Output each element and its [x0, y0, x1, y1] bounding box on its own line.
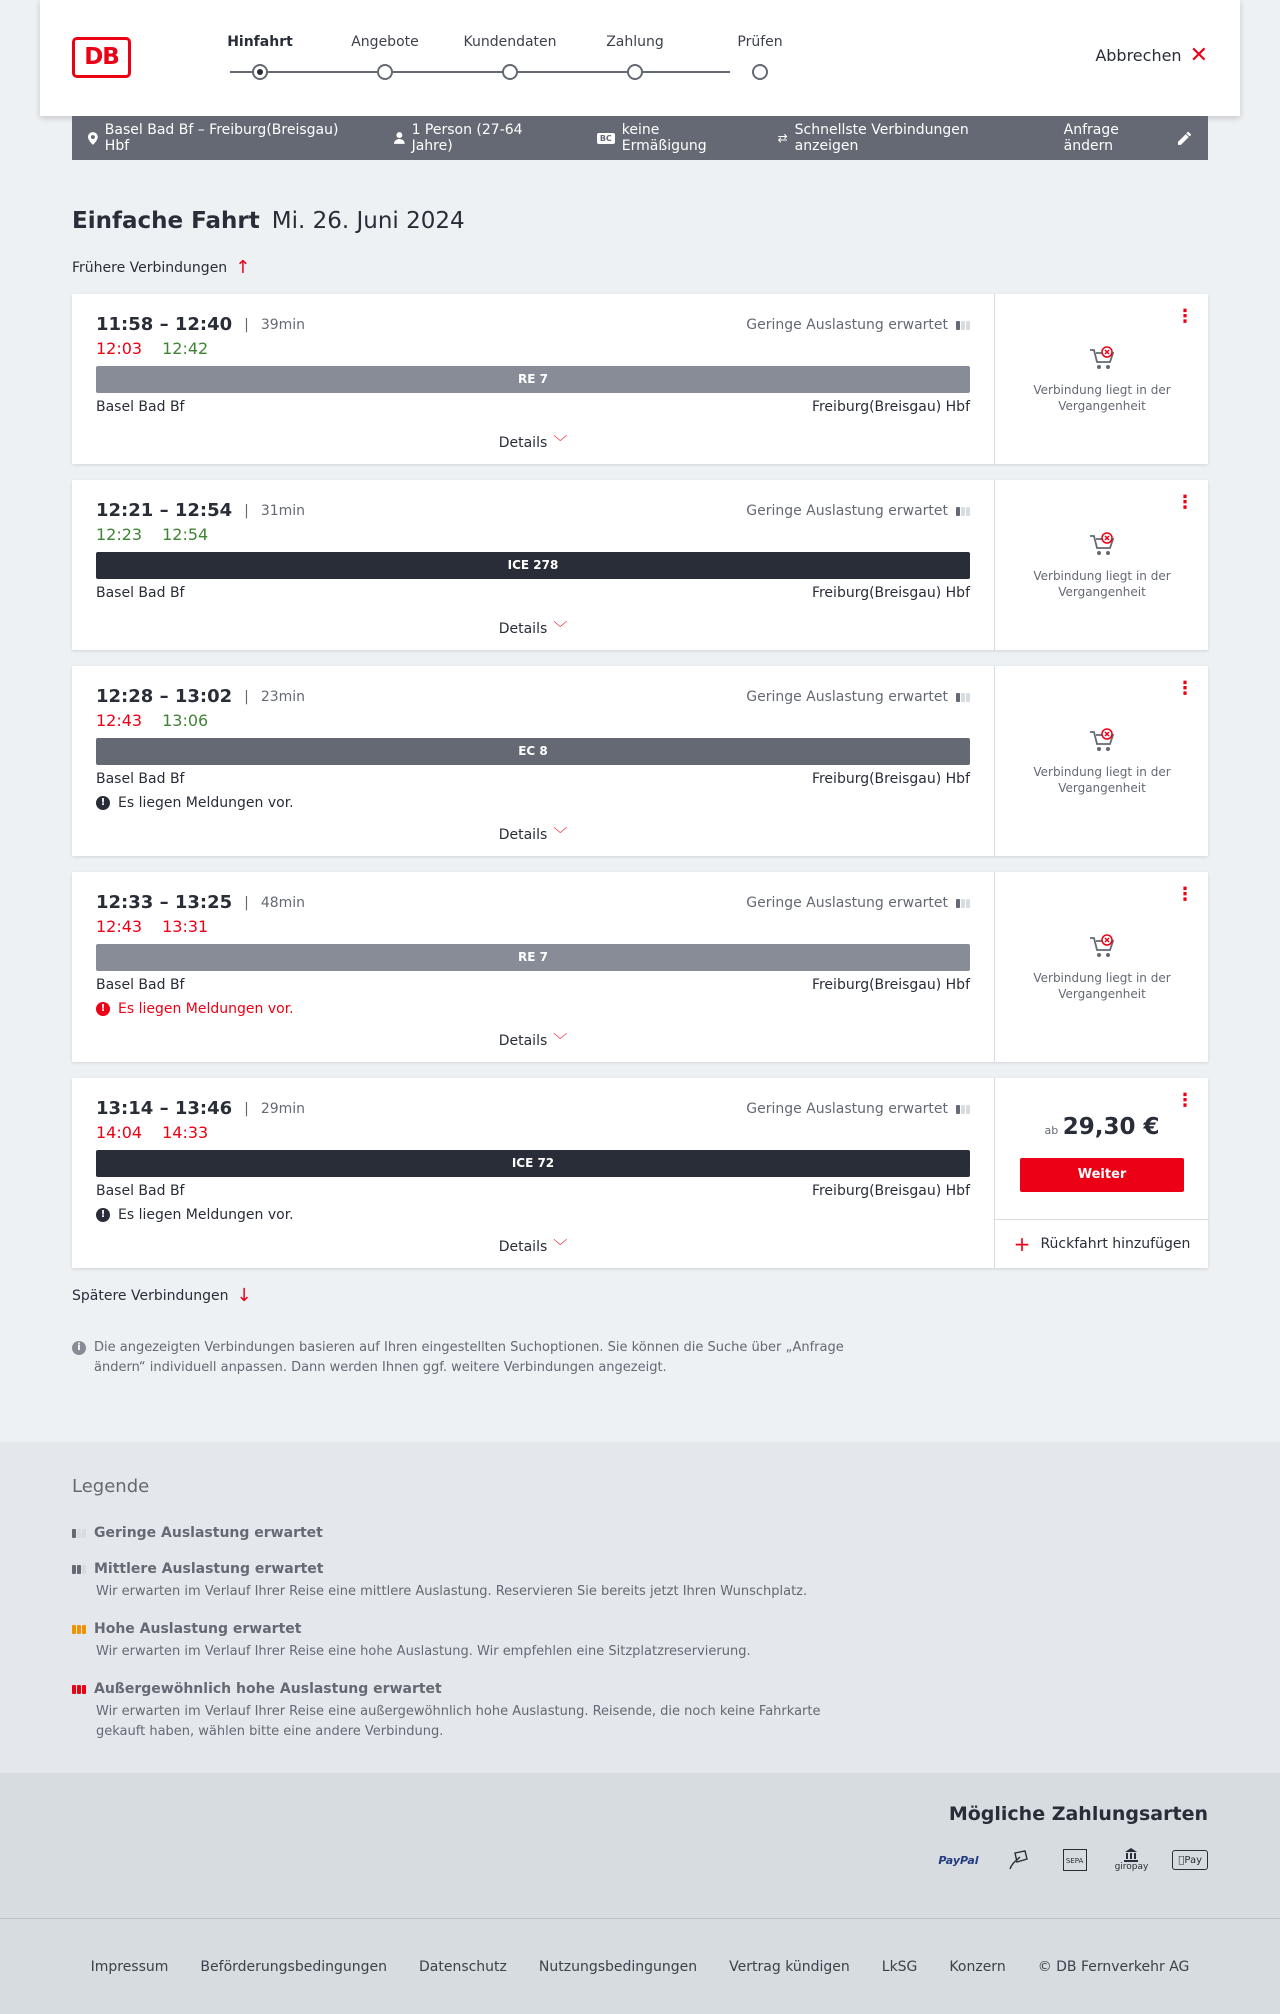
more-options-icon[interactable]: ⋮	[1176, 678, 1194, 699]
occupancy-label: Geringe Auslastung erwartet	[746, 317, 948, 333]
details-toggle[interactable]	[96, 1030, 970, 1050]
past-connection-notice	[995, 728, 1209, 796]
chevron-down-icon: ﹀	[553, 621, 568, 637]
planned-times: 12:21 – 12:54	[96, 500, 233, 521]
step-hinfahrt	[210, 34, 310, 54]
planned-times: 12:33 – 13:25	[96, 892, 233, 913]
payment-methods	[0, 1773, 1280, 1918]
stations	[96, 771, 970, 787]
occupancy-low-icon	[72, 1529, 86, 1538]
realtime-arrival: 14:33	[162, 1123, 209, 1142]
connection-card	[72, 666, 1208, 856]
price-display	[995, 1114, 1209, 1140]
summary-option	[778, 122, 1032, 154]
occupancy-low-icon	[956, 507, 970, 516]
past-connection-notice	[995, 346, 1209, 414]
occupancy-legend	[0, 1442, 1280, 1773]
duration: 31min	[260, 502, 306, 519]
details-label: Details	[498, 621, 548, 637]
offer-panel	[994, 294, 1208, 464]
connection-info	[96, 480, 970, 650]
details-toggle[interactable]	[96, 824, 970, 844]
destination-station: Freiburg(Breisgau) Hbf	[811, 585, 970, 601]
offer-panel	[994, 480, 1208, 650]
occupancy-label: Geringe Auslastung erwartet	[746, 503, 948, 519]
summary-travellers-text: 1 Person (27-64 Jahre)	[411, 122, 523, 154]
summary-discount-text: keine Ermäßigung	[621, 122, 707, 154]
step-dot-active	[252, 64, 268, 80]
legend-item-medium	[72, 1561, 872, 1602]
bahncard-icon: BC	[597, 133, 615, 144]
earlier-connections-label: Frühere Verbindungen	[72, 259, 228, 276]
footer-link-befoerderungsbedingungen[interactable]: Beförderungsbedingungen	[200, 1959, 387, 1975]
past-connection-notice	[995, 532, 1209, 600]
cancel-button[interactable]	[1095, 42, 1208, 68]
legend-title: Legende	[72, 1476, 150, 1497]
step-dot	[627, 64, 643, 80]
realtime-times	[96, 525, 208, 544]
legend-item-description: Wir erwarten im Verlauf Ihrer Reise eine außergewöhnlich hohe Auslastung. Reisende, die noch keine Fahrkarte gekauft haben, wählen bitte eine andere Verbindung.	[96, 1704, 821, 1739]
stations	[96, 399, 970, 415]
separator: |	[244, 502, 249, 519]
realtime-departure: 14:04	[96, 1123, 143, 1142]
connection-info	[96, 1078, 970, 1268]
origin-station: Basel Bad Bf	[96, 585, 185, 601]
step-zahlung	[585, 34, 685, 54]
past-connection-notice	[995, 934, 1209, 1002]
occupancy-low-icon	[956, 693, 970, 702]
offer-panel	[994, 872, 1208, 1062]
later-connections-link[interactable]	[72, 1285, 252, 1306]
step-label: Kundendaten	[463, 34, 557, 50]
connection-card	[72, 872, 1208, 1062]
location-pin-icon	[88, 132, 98, 145]
train-line-bar[interactable]: ICE 72	[96, 1150, 970, 1177]
payment-methods-title: Mögliche Zahlungsarten	[948, 1803, 1208, 1825]
connection-times	[96, 892, 305, 913]
info-icon: i	[72, 1341, 86, 1355]
disruption-message-text: Es liegen Meldungen vor.	[118, 1207, 294, 1223]
trip-type-title: Einfache Fahrt	[72, 208, 260, 234]
train-line-bar[interactable]: ICE 278	[96, 552, 970, 579]
details-label: Details	[498, 827, 548, 843]
separator: |	[244, 316, 249, 333]
step-dot	[502, 64, 518, 80]
stations	[96, 585, 970, 601]
occupancy-low-icon	[956, 1105, 970, 1114]
connection-times	[96, 1098, 305, 1119]
step-label: Zahlung	[606, 34, 664, 50]
disruption-message-text: Es liegen Meldungen vor.	[118, 1001, 294, 1017]
later-connections-label: Spätere Verbindungen	[72, 1287, 229, 1304]
apple-pay-icon: Pay	[1172, 1850, 1208, 1870]
realtime-times	[96, 711, 208, 730]
disruption-message	[96, 795, 294, 811]
origin-station: Basel Bad Bf	[96, 1183, 185, 1199]
more-options-icon[interactable]: ⋮	[1176, 1090, 1194, 1111]
destination-station: Freiburg(Breisgau) Hbf	[811, 771, 970, 787]
planned-times: 11:58 – 12:40	[96, 314, 233, 335]
occupancy-indicator	[746, 895, 970, 911]
legend-item-low	[72, 1525, 872, 1541]
occupancy-exceptional-icon	[72, 1685, 86, 1694]
origin-station: Basel Bad Bf	[96, 977, 185, 993]
offer-panel	[994, 1078, 1208, 1268]
step-label: Hinfahrt	[227, 34, 293, 50]
legend-item-label: Mittlere Auslastung erwartet	[94, 1561, 324, 1577]
chevron-down-icon: ﹀	[553, 1033, 568, 1049]
legend-item-high	[72, 1621, 872, 1662]
details-toggle[interactable]	[96, 1236, 970, 1256]
plus-icon: +	[1013, 1232, 1031, 1256]
price-value: 29,30 €	[1062, 1114, 1160, 1140]
disruption-message-text: Es liegen Meldungen vor.	[118, 795, 294, 811]
summary-route	[88, 122, 362, 154]
connection-card	[72, 480, 1208, 650]
realtime-departure: 12:23	[96, 525, 143, 544]
more-options-icon[interactable]: ⋮	[1176, 492, 1194, 513]
step-label: Angebote	[351, 34, 419, 50]
summary-travellers	[394, 122, 565, 154]
footer-link-konzern[interactable]: Konzern	[949, 1959, 1006, 1975]
destination-station: Freiburg(Breisgau) Hbf	[811, 977, 970, 993]
step-pruefen	[710, 34, 810, 54]
page-title	[72, 208, 465, 234]
separator: |	[244, 688, 249, 705]
summary-route-text: Basel Bad Bf – Freiburg(Breisgau) Hbf	[104, 122, 339, 154]
legend-item-label: Geringe Auslastung erwartet	[94, 1525, 323, 1541]
progress-stepper	[210, 0, 810, 116]
planned-times: 12:28 – 13:02	[96, 686, 233, 707]
swap-arrows-icon: ⇄	[777, 131, 788, 145]
chevron-down-icon: ﹀	[553, 1239, 568, 1255]
origin-station: Basel Bad Bf	[96, 399, 185, 415]
cart-unavailable-icon	[1088, 532, 1116, 558]
chevron-down-icon: ﹀	[553, 827, 568, 843]
details-label: Details	[498, 1239, 548, 1255]
close-icon: ✕	[1189, 42, 1208, 68]
step-dot	[752, 64, 768, 80]
destination-station: Freiburg(Breisgau) Hbf	[811, 1183, 970, 1199]
stepper-line	[230, 71, 730, 73]
train-line-bar[interactable]: RE 7	[96, 366, 970, 393]
occupancy-indicator	[746, 503, 970, 519]
person-icon	[394, 132, 405, 144]
search-options-note	[72, 1338, 862, 1378]
legend-item-label: Außergewöhnlich hohe Auslastung erwartet	[94, 1681, 442, 1697]
stations	[96, 977, 970, 993]
db-logo[interactable]: DB	[72, 37, 131, 78]
payment-icons	[938, 1845, 1208, 1875]
occupancy-indicator	[746, 317, 970, 333]
past-connection-text: Verbindung liegt in der Vergangenheit	[1033, 569, 1171, 599]
duration: 29min	[260, 1100, 306, 1117]
arrow-down-icon: ↓	[236, 1285, 252, 1306]
train-line-bar[interactable]: EC 8	[96, 738, 970, 765]
occupancy-indicator	[746, 689, 970, 705]
footer-link-lksg[interactable]: LkSG	[881, 1959, 918, 1975]
details-toggle[interactable]	[96, 432, 970, 452]
disruption-message	[96, 1207, 294, 1223]
duration: 48min	[260, 894, 306, 911]
connection-times	[96, 314, 305, 335]
occupancy-low-icon	[956, 321, 970, 330]
realtime-arrival: 12:54	[162, 525, 209, 544]
realtime-times	[96, 917, 208, 936]
connection-times	[96, 500, 305, 521]
earlier-connections-link[interactable]	[72, 257, 250, 278]
occupancy-low-icon	[956, 899, 970, 908]
alert-icon: !	[96, 1002, 110, 1016]
realtime-arrival: 13:31	[162, 917, 209, 936]
footer-link-nutzungsbedingungen[interactable]: Nutzungsbedingungen	[538, 1959, 698, 1975]
search-options-note-text: Die angezeigten Verbindungen basieren auf Ihren eingestellten Suchoptionen. Sie können die Suche über „Anfrage ändern“ individuell anpassen. Dann werden Ihnen ggf. weitere Verbindungen angezeigt.	[94, 1340, 844, 1375]
footer-link-impressum[interactable]: Impressum	[90, 1959, 169, 1975]
occupancy-label: Geringe Auslastung erwartet	[746, 895, 948, 911]
price-prefix: ab	[1044, 1124, 1059, 1137]
add-return-trip-button[interactable]	[995, 1219, 1209, 1268]
pencil-icon	[1178, 131, 1192, 145]
footer	[0, 1918, 1280, 2014]
connection-info	[96, 872, 970, 1062]
paypal-icon: PayPal	[938, 1853, 979, 1867]
continue-button[interactable]: Weiter	[1020, 1158, 1184, 1192]
occupancy-label: Geringe Auslastung erwartet	[746, 689, 948, 705]
occupancy-high-icon	[72, 1625, 86, 1634]
realtime-arrival: 13:06	[162, 711, 209, 730]
realtime-times	[96, 339, 208, 358]
more-options-icon[interactable]: ⋮	[1176, 884, 1194, 905]
footer-links	[0, 1919, 1280, 2014]
alert-icon: !	[96, 796, 110, 810]
realtime-times	[96, 1123, 208, 1142]
train-line-bar[interactable]: RE 7	[96, 944, 970, 971]
cart-unavailable-icon	[1088, 728, 1116, 754]
legend-item-description: Wir erwarten im Verlauf Ihrer Reise eine mittlere Auslastung. Reservieren Sie bereits jetzt Ihren Wunschplatz.	[96, 1584, 808, 1599]
legend-item-label: Hohe Auslastung erwartet	[94, 1621, 302, 1637]
header	[40, 0, 1240, 116]
edit-request-label: Anfrage ändern	[1063, 122, 1119, 154]
realtime-arrival: 12:42	[162, 339, 209, 358]
search-summary-bar	[72, 116, 1208, 160]
step-label: Prüfen	[737, 34, 783, 50]
step-angebote	[335, 34, 435, 54]
occupancy-label: Geringe Auslastung erwartet	[746, 1101, 948, 1117]
connection-card	[72, 1078, 1208, 1268]
realtime-departure: 12:43	[96, 917, 143, 936]
occupancy-indicator	[746, 1101, 970, 1117]
step-dot	[377, 64, 393, 80]
cancel-label: Abbrechen	[1095, 46, 1182, 65]
giropay-icon: giropay	[1115, 1845, 1149, 1875]
legend-item-description: Wir erwarten im Verlauf Ihrer Reise eine hohe Auslastung. Wir empfehlen eine Sitzplatzreservierung.	[96, 1644, 751, 1659]
past-connection-text: Verbindung liegt in der Vergangenheit	[1033, 383, 1171, 413]
connection-info	[96, 294, 970, 464]
details-label: Details	[498, 435, 548, 451]
connection-info	[96, 666, 970, 856]
more-options-icon[interactable]: ⋮	[1176, 306, 1194, 327]
realtime-departure: 12:03	[96, 339, 143, 358]
footer-link-datenschutz[interactable]: Datenschutz	[418, 1959, 507, 1975]
chevron-down-icon: ﹀	[553, 435, 568, 451]
duration: 39min	[260, 316, 306, 333]
occupancy-medium-icon	[72, 1565, 86, 1574]
duration: 23min	[260, 688, 306, 705]
alert-icon: !	[96, 1208, 110, 1222]
cart-unavailable-icon	[1088, 934, 1116, 960]
sepa-icon: SEPA	[1059, 1845, 1091, 1875]
destination-station: Freiburg(Breisgau) Hbf	[811, 399, 970, 415]
separator: |	[244, 894, 249, 911]
details-label: Details	[498, 1033, 548, 1049]
cart-unavailable-icon	[1088, 346, 1116, 372]
legend-item-exceptional	[72, 1681, 872, 1742]
footer-link-vertrag-kuendigen[interactable]: Vertrag kündigen	[729, 1959, 850, 1975]
stations	[96, 1183, 970, 1199]
edit-request-button[interactable]	[1064, 122, 1192, 154]
separator: |	[244, 1100, 249, 1117]
disruption-message	[96, 1001, 294, 1017]
arrow-up-icon: ↑	[235, 257, 251, 278]
origin-station: Basel Bad Bf	[96, 771, 185, 787]
past-connection-text: Verbindung liegt in der Vergangenheit	[1033, 765, 1171, 795]
realtime-departure: 12:43	[96, 711, 143, 730]
details-toggle[interactable]	[96, 618, 970, 638]
planned-times: 13:14 – 13:46	[96, 1098, 233, 1119]
footer-copyright: © DB Fernverkehr AG	[1037, 1959, 1190, 1975]
offer-panel	[994, 666, 1208, 856]
trip-date: Mi. 26. Juni 2024	[271, 208, 465, 234]
connection-card	[72, 294, 1208, 464]
summary-option-text: Schnellste Verbindungen anzeigen	[794, 122, 969, 154]
step-kundendaten	[460, 34, 560, 54]
add-return-trip-label: Rückfahrt hinzufügen	[1040, 1236, 1191, 1252]
past-connection-text: Verbindung liegt in der Vergangenheit	[1033, 971, 1171, 1001]
summary-discount	[597, 122, 746, 154]
credit-card-hand-icon	[1003, 1845, 1035, 1875]
connection-times	[96, 686, 305, 707]
